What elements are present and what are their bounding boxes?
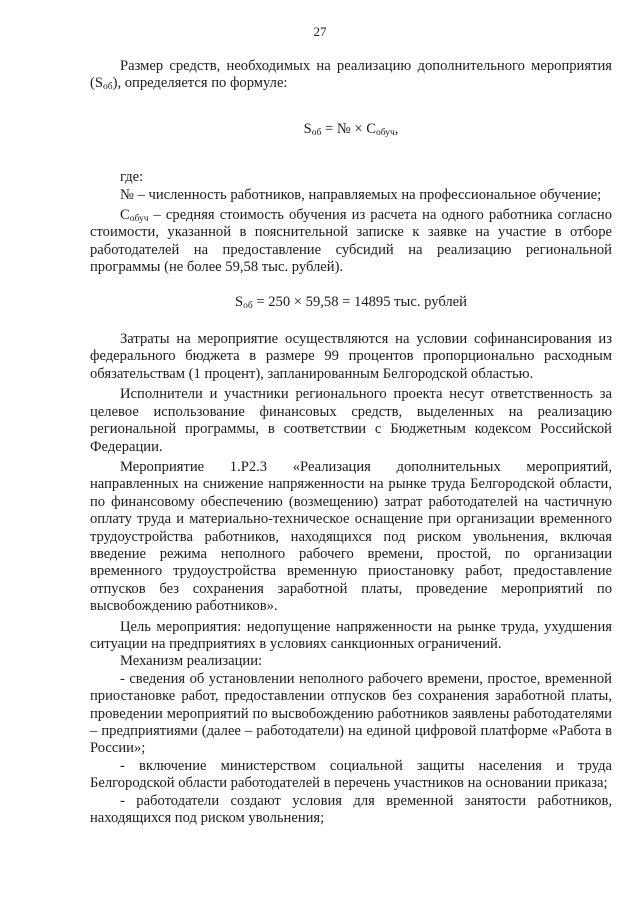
definition-cost-text: – средняя стоимость обучения из расчета на одного работника согласно стоимости, указанной в пояснительной записке к заявке на участие в отборе работодателей на предоставление субсидий на реализацию региональной программы (не более 59,58 тыс. рублей). (90, 207, 612, 276)
intro-subscript: об (102, 82, 113, 93)
mechanism-label: Механизм реализации: (120, 653, 263, 670)
definition-number: № – численность работников, направляемых на профессиональное обучение; (120, 186, 602, 203)
paragraph-goal: Цель мероприятия: недопущение напряженности на рынке труда, ухудшения ситуации на предприятиях в условиях санкционных ограничений. (90, 618, 612, 652)
where-label: где: (120, 169, 144, 186)
paragraph-intro (90, 58, 612, 93)
formula-calculation (90, 294, 612, 311)
calc-s-sub: об (243, 300, 253, 311)
formula-mid: = № × C (321, 120, 377, 137)
formula-main (90, 121, 612, 138)
mechanism-item-1: - сведения об установлении неполного рабочего времени, простое, временной приостановке работ, предоставлении отпусков без сохранения заработной платы, проведении мероприятий по высвобождению работников заявлены работодателями – предприятиями (далее – работодатели) на единой цифровой платформе «Работа в России»; (90, 670, 612, 757)
mechanism-item-2: - включение министерством социальной защиты населения и труда Белгородской области работодателей в перечень участников на основании приказа; (90, 757, 612, 792)
formula-c-sub: обуч (376, 127, 395, 138)
calc-s: S (235, 293, 244, 310)
page-number: 27 (313, 24, 327, 39)
formula-s-sub: об (311, 127, 322, 138)
definition-cost (90, 207, 612, 277)
formula-s: S (303, 120, 312, 137)
mechanism-item-3: - работодатели создают условия для временной занятости работников, находящихся под риском увольнения; (90, 792, 612, 827)
intro-text: Размер средств, необходимых на реализацию дополнительного мероприятия (S (90, 58, 612, 92)
paragraph-costs: Затраты на мероприятие осуществляются на условии софинансирования из федерального бюджета в размере 99 процентов пропорционально расходным обязательствам (1 процент), запланированным Белгородской областью. (90, 331, 612, 382)
intro-tail: ), определяется по формуле: (112, 75, 288, 92)
paragraph-executors: Исполнители и участники регионального проекта несут ответственность за целевое использование финансовых средств, выделенных на реализацию региональной программы, в соответствии с Бюджетным кодексом Российской Федерации. (90, 386, 612, 455)
formula-tail: , (394, 120, 399, 137)
document-body (90, 58, 612, 827)
paragraph-event: Мероприятие 1.Р2.3 «Реализация дополнительных мероприятий, направленных на снижение напряженности на рынке труда Белгородской области, по финансовому обеспечению (возмещению) затрат работодателей на частичную оплату труда и материально-техническое оснащение при организации временного трудоустройства работников, находящихся под риском увольнения, включая введение режима неполного рабочего времени, простой, по организации временного трудоустройства временную приостановку работ, предоставление отпусков без сохранения заработной платы, проведение мероприятий по высвобождению работников». (90, 458, 612, 615)
calc-rest: = 250 × 59,58 = 14895 тыс. рублей (252, 293, 467, 310)
definition-cost-sub: обуч (129, 214, 149, 225)
definition-cost-head: C (120, 207, 130, 224)
